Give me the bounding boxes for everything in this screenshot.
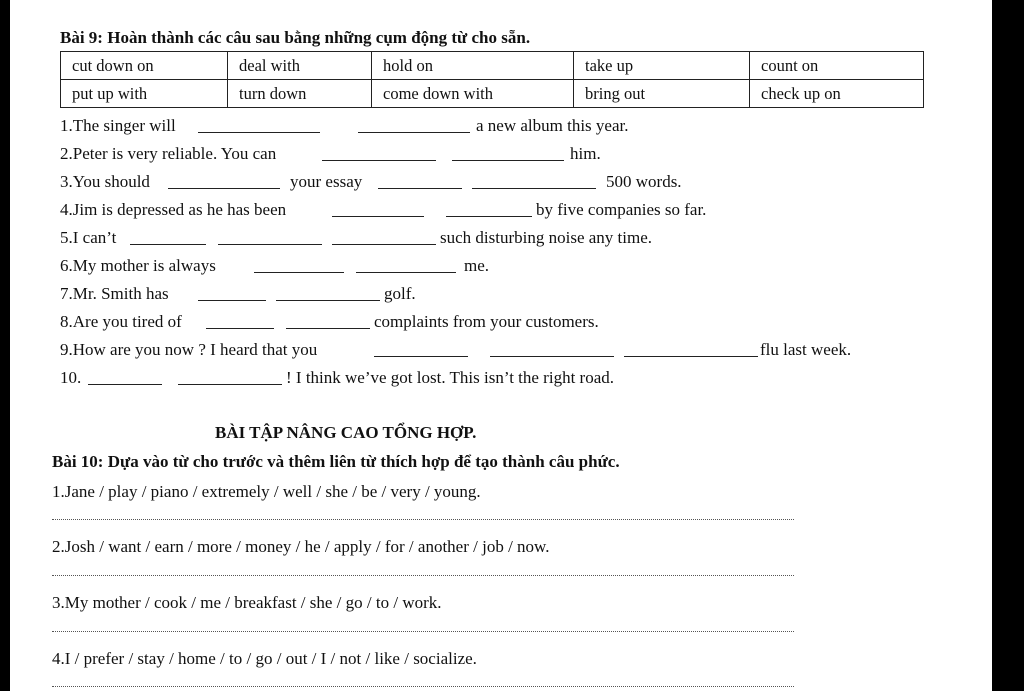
sentence-6-end: me. bbox=[464, 256, 490, 275]
sentence-3-end: 500 words. bbox=[606, 172, 682, 191]
table-cell: turn down bbox=[228, 80, 372, 108]
answer-blank[interactable] bbox=[490, 356, 614, 357]
sentence-3-start: 3.You should bbox=[60, 172, 150, 191]
answer-blank[interactable] bbox=[378, 188, 462, 189]
sentence-8-end: complaints from your customers. bbox=[374, 312, 599, 331]
phrasal-verbs-table bbox=[60, 51, 924, 108]
sentence-8-start: 8.Are you tired of bbox=[60, 312, 182, 331]
table-cell: take up bbox=[574, 52, 750, 80]
answer-blank[interactable] bbox=[374, 356, 468, 357]
sentence-4-end: by five companies so far. bbox=[536, 200, 707, 219]
answer-blank[interactable] bbox=[168, 188, 280, 189]
sentence-3-middle: your essay bbox=[290, 172, 363, 191]
answer-blank[interactable] bbox=[322, 160, 436, 161]
table-cell: check up on bbox=[750, 80, 924, 108]
table-cell: bring out bbox=[574, 80, 750, 108]
answer-blank[interactable] bbox=[472, 188, 596, 189]
answer-blank[interactable] bbox=[88, 384, 162, 385]
answer-blank[interactable] bbox=[254, 272, 344, 273]
answer-blank[interactable] bbox=[130, 244, 206, 245]
answer-blank[interactable] bbox=[178, 384, 282, 385]
answer-blank[interactable] bbox=[218, 244, 322, 245]
answer-dotted-line[interactable] bbox=[52, 686, 794, 687]
table-cell: come down with bbox=[372, 80, 574, 108]
sentence-1-end: a new album this year. bbox=[476, 116, 629, 135]
answer-blank[interactable] bbox=[332, 244, 436, 245]
table-cell: deal with bbox=[228, 52, 372, 80]
answer-blank[interactable] bbox=[198, 132, 320, 133]
screen-edge bbox=[992, 0, 1024, 691]
answer-blank[interactable] bbox=[276, 300, 380, 301]
answer-blank[interactable] bbox=[332, 216, 424, 217]
answer-blank[interactable] bbox=[358, 132, 470, 133]
sentence-6-start: 6.My mother is always bbox=[60, 256, 216, 275]
answer-blank[interactable] bbox=[206, 328, 274, 329]
sentence-5-end: such disturbing noise any time. bbox=[440, 228, 653, 247]
answer-dotted-line[interactable] bbox=[52, 575, 794, 576]
exercise-9-title: Bài 9: Hoàn thành các câu sau bằng những cụm động từ cho sẵn. bbox=[60, 28, 531, 47]
worksheet-page bbox=[10, 0, 992, 691]
answer-blank[interactable] bbox=[198, 300, 266, 301]
sentence-1-start: 1.The singer will bbox=[60, 116, 176, 135]
sentence-10-start: 10. bbox=[60, 368, 82, 387]
sentence-10-end: ! I think we’ve got lost. This isn’t the right road. bbox=[286, 368, 614, 387]
answer-dotted-line[interactable] bbox=[52, 631, 794, 632]
table-cell: hold on bbox=[372, 52, 574, 80]
sentence-5-start: 5.I can’t bbox=[60, 228, 117, 247]
exercise-10-item-3: 3.My mother / cook / me / breakfast / she / go / to / work. bbox=[52, 593, 442, 612]
answer-blank[interactable] bbox=[452, 160, 564, 161]
answer-blank[interactable] bbox=[446, 216, 532, 217]
exercise-10-item-1: 1.Jane / play / piano / extremely / well / she / be / very / young. bbox=[52, 482, 481, 501]
sentence-2-start: 2.Peter is very reliable. You can bbox=[60, 144, 277, 163]
table-cell: count on bbox=[750, 52, 924, 80]
answer-blank[interactable] bbox=[286, 328, 370, 329]
table-row bbox=[61, 52, 924, 80]
sentence-2-end: him. bbox=[570, 144, 601, 163]
answer-blank[interactable] bbox=[356, 272, 456, 273]
section-heading: BÀI TẬP NÂNG CAO TỔNG HỢP. bbox=[215, 423, 477, 442]
exercise-10-title: Bài 10: Dựa vào từ cho trước và thêm liên từ thích hợp để tạo thành câu phức. bbox=[52, 452, 620, 471]
sentence-7-start: 7.Mr. Smith has bbox=[60, 284, 169, 303]
sentence-7-end: golf. bbox=[384, 284, 416, 303]
table-cell: put up with bbox=[61, 80, 228, 108]
answer-dotted-line[interactable] bbox=[52, 519, 794, 520]
exercise-10-item-4: 4.I / prefer / stay / home / to / go / out / I / not / like / socialize. bbox=[52, 649, 477, 668]
table-row bbox=[61, 80, 924, 108]
sentence-9-start: 9.How are you now ? I heard that you bbox=[60, 340, 318, 359]
answer-blank[interactable] bbox=[624, 356, 758, 357]
sentence-4-start: 4.Jim is depressed as he has been bbox=[60, 200, 287, 219]
exercise-10-item-2: 2.Josh / want / earn / more / money / he / apply / for / another / job / now. bbox=[52, 537, 550, 556]
sentence-9-end: flu last week. bbox=[760, 340, 852, 359]
table-cell: cut down on bbox=[61, 52, 228, 80]
